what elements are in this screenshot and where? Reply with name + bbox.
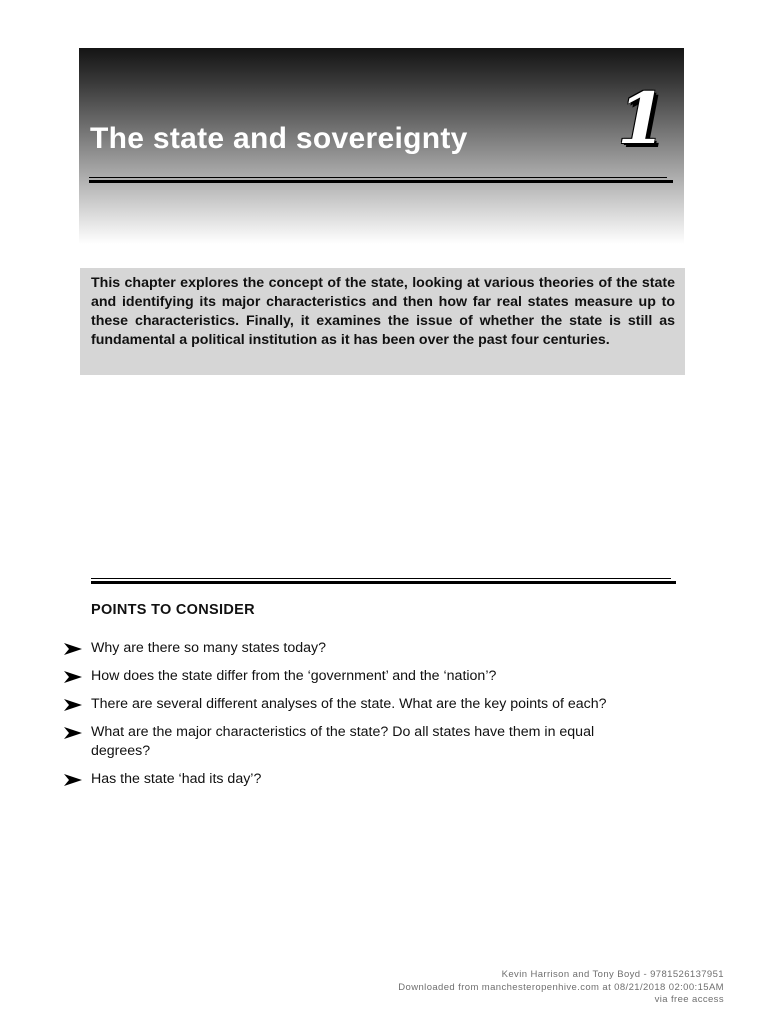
section-divider-thin xyxy=(91,578,671,579)
point-text: Why are there so many states today? xyxy=(91,640,326,656)
chapter-number: 1 xyxy=(617,77,666,160)
arrowhead-icon xyxy=(64,774,82,786)
list-item xyxy=(64,723,644,761)
download-footer xyxy=(398,969,724,1007)
points-heading: POINTS TO CONSIDER xyxy=(91,602,255,618)
arrowhead-icon xyxy=(64,699,82,711)
point-text: Has the state ‘had its day’? xyxy=(91,771,262,787)
list-item xyxy=(64,639,644,658)
list-item xyxy=(64,695,644,714)
list-item xyxy=(64,667,644,686)
point-text: What are the major characteristics of the state? Do all states have them in equal degrees? xyxy=(91,724,595,759)
footer-authors: Kevin Harrison and Tony Boyd - 9781526137951 xyxy=(501,969,724,980)
chapter-abstract-box xyxy=(80,268,685,375)
arrowhead-icon xyxy=(64,727,82,739)
header-divider-thin xyxy=(89,177,667,178)
arrowhead-icon xyxy=(64,643,82,655)
footer-access: via free access xyxy=(654,994,724,1005)
section-divider-thick xyxy=(91,581,676,584)
header-divider-thick xyxy=(89,180,673,183)
chapter-title: The state and sovereignty xyxy=(90,122,468,155)
point-text: How does the state differ from the ‘government’ and the ‘nation’? xyxy=(91,668,497,684)
points-list xyxy=(64,639,644,798)
arrowhead-icon xyxy=(64,671,82,683)
point-text: There are several different analyses of the state. What are the key points of each? xyxy=(91,696,607,712)
chapter-abstract: This chapter explores the concept of the state, looking at various theories of the state and identifying its major characteristics and then how far real states measure up to these characteristics. Finally, it examines the issue of whether the state is still as fundamental a political institution as it has been over the past four centuries. xyxy=(91,275,675,348)
chapter-header xyxy=(79,48,684,244)
list-item xyxy=(64,770,644,789)
footer-download-info: Downloaded from manchesteropenhive.com at 08/21/2018 02:00:15AM xyxy=(398,981,724,993)
